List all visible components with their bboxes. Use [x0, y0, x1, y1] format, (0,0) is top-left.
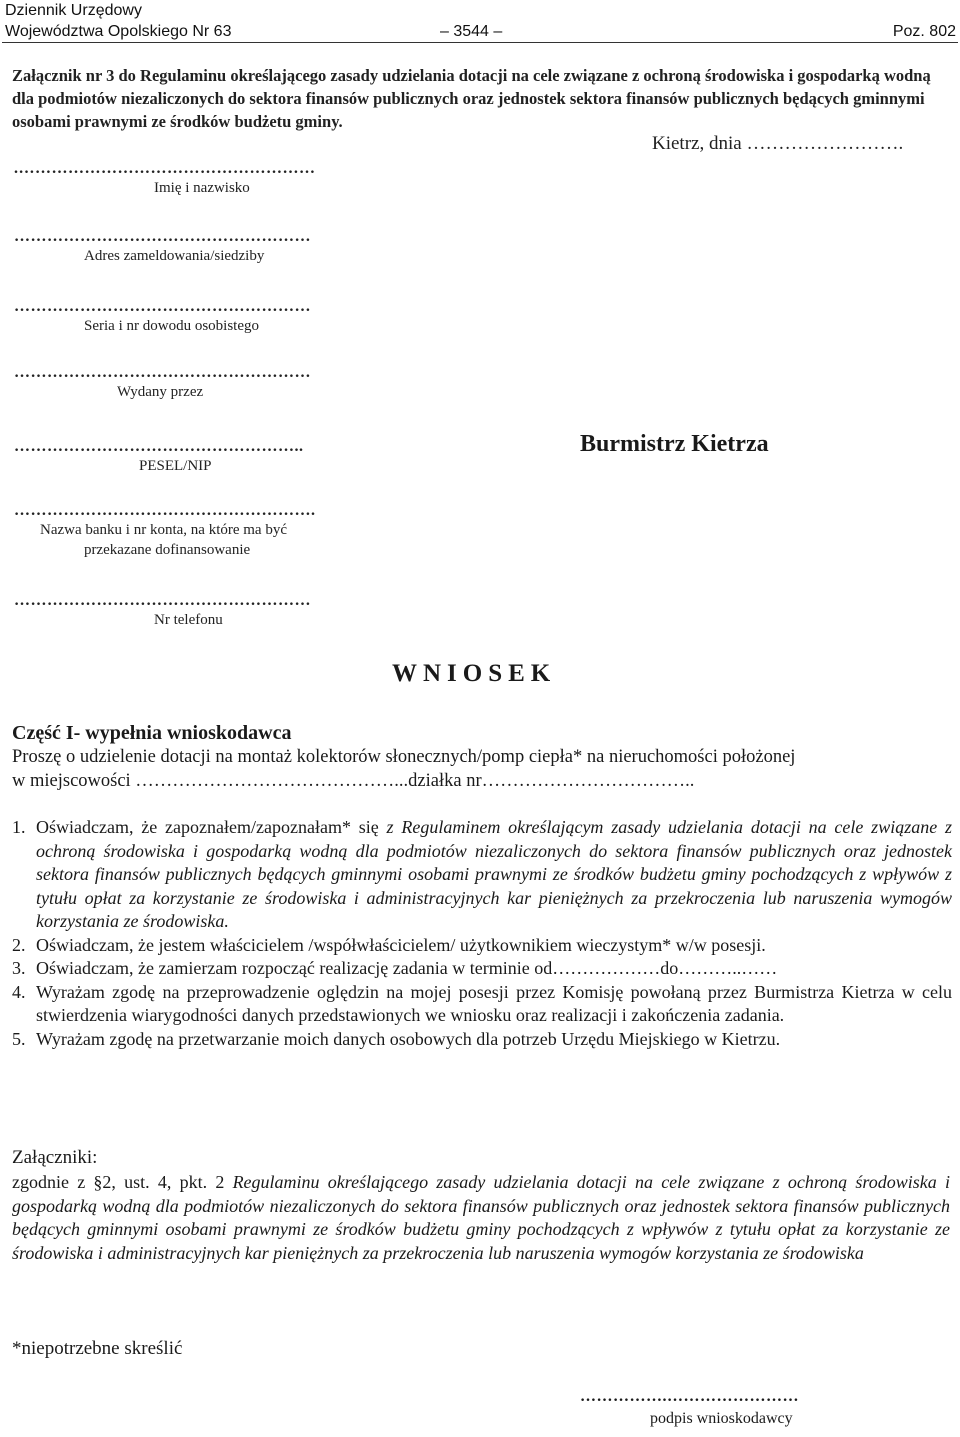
field-bank-label: Nazwa banku i nr konta, na które ma być — [40, 522, 287, 538]
declaration-item — [12, 981, 952, 1028]
declaration-number: 4. — [12, 981, 26, 1002]
request-line1: Proszę o udzielenie dotacji na montaż kolektorów słonecznych/pomp ciepła* na nieruchomości położonej — [12, 747, 796, 767]
journal-title — [5, 0, 231, 42]
field-id-card-line: ……………………………………………… — [14, 298, 311, 315]
declaration-text: Wyrażam zgodę na przeprowadzenie oględzin na mojej posesji przez Komisję powołaną przez Burmistrza Kietrza w celu stwierdzenia wiarygodności danych przedstawionych we wniosku oraz realizacji i zakończenia zadania. — [36, 981, 952, 1025]
field-bank-line: ………………………………………………. — [14, 502, 316, 519]
declaration-number: 2. — [12, 934, 26, 955]
attachments-plain: zgodnie z §2, ust. 4, pkt. 2 — [12, 1172, 233, 1192]
declaration-item — [12, 957, 952, 981]
field-phone — [14, 592, 311, 630]
declaration-item — [12, 934, 952, 958]
signature-line: …………….…………………… — [580, 1388, 799, 1405]
declaration-item — [12, 816, 952, 934]
place-date-dots: ……………………. — [746, 133, 904, 154]
declaration-text: Wyrażam zgodę na przetwarzanie moich danych osobowych dla potrzeb Urzędu Miejskiego w Kietrzu. — [36, 1028, 781, 1049]
field-pesel-label: PESEL/NIP — [139, 458, 212, 474]
field-pesel — [14, 438, 304, 476]
declaration-item — [12, 1028, 952, 1052]
annex-heading — [12, 64, 947, 133]
place-date-label: Kietrz, dnia — [652, 133, 742, 154]
field-bank-label2: przekazane dofinansowanie — [84, 542, 251, 558]
field-phone-label: Nr telefonu — [154, 612, 223, 628]
declaration-number: 5. — [12, 1028, 26, 1049]
header-divider — [2, 42, 958, 43]
declaration-text: Oświadczam, że zapoznałem/zapoznałam* się — [36, 817, 387, 837]
journal-title-line1: Dziennik Urzędowy — [5, 2, 142, 19]
declarations-list — [12, 816, 952, 1051]
field-bank — [14, 502, 316, 560]
field-name-line: .……………………………………………… — [14, 160, 316, 177]
declaration-number: 3. — [12, 958, 26, 978]
field-id-card-label: Seria i nr dowodu osobistego — [84, 318, 259, 334]
field-address-label: Adres zameldowania/siedziby — [84, 248, 265, 264]
recipient: Burmistrz Kietrza — [580, 431, 769, 457]
position-number: Poz. 802 — [892, 23, 956, 40]
declaration-text: Oświadczam, że zamierzam rozpocząć realizację zadania w terminie od………………do………..…… — [36, 958, 778, 978]
field-issued-by — [14, 364, 311, 402]
page-number: – 3544 – — [440, 23, 503, 40]
field-id-card — [14, 298, 311, 336]
signature-label: podpis wnioskodawcy — [650, 1410, 793, 1427]
annex-lead: Załącznik nr 3 do Regulaminu — [12, 66, 227, 85]
declaration-text-italic: z Regulaminem określającym zasady udzielania dotacji na cele związane z ochroną środowiska i gospodarką wodną dla podmiotów niezaliczonych do sektora finansów publicznych oraz jednostek sektora finansów publicznych będących gminnymi osobami prawnymi ze środków budżetu gminy pochodzących z wpływów z tytułu opłat za korzystanie ze środowiska i administracyjnych kar pieniężnych za przekroczenia lub naruszenia wymogów korzystania ze środowiska. — [36, 817, 952, 931]
field-name — [14, 160, 316, 198]
attachments-italic: Regulaminu określającego zasady udzielania dotacji na cele związane z ochroną środowiska i gospodarką wodną dla podmiotów niezaliczonych do sektora finansów publicznych oraz jednostek sektora finansów publicznych będących gminnymi osobami prawnymi ze środków budżetu gminy pochodzących z wpływów z tytułu opłat za korzystanie ze środowiska i administracyjnych kar pieniężnych za przekroczenia lub naruszenia wymogów korzystania ze środowiska — [12, 1172, 950, 1263]
field-address — [14, 228, 311, 266]
request-line2: w miejscowości ……………………………………...działka nr…………………………….. — [12, 771, 695, 791]
attachments-text — [12, 1171, 950, 1265]
place-date — [652, 133, 903, 155]
annex-text: określającego zasady udzielania dotacji na cele związane z ochroną środowiska i gospodarką wodną dla podmiotów niezaliczonych do sektora finansów publicznych oraz jednostek sektora finansów publicznych będących gminnymi osobami prawnymi ze środków budżetu gminy. — [12, 66, 931, 131]
request-paragraph — [12, 745, 952, 793]
journal-title-line2: Województwa Opolskiego Nr 63 — [5, 23, 232, 40]
field-name-label: Imię i nazwisko — [154, 180, 250, 196]
field-phone-line: ……………………………………………… — [14, 592, 311, 609]
footnote: *niepotrzebne skreślić — [12, 1338, 183, 1359]
declaration-text: Oświadczam, że jestem właścicielem /współwłaścicielem/ użytkownikiem wieczystym* w/w posesji. — [36, 934, 766, 955]
field-address-line: ……………………………………………… — [14, 228, 311, 245]
field-pesel-line: …………………………………………….. — [14, 438, 304, 455]
document-title: WNIOSEK — [392, 660, 557, 687]
part1-heading: Część I- wypełnia wnioskodawca — [12, 722, 292, 744]
field-issued-by-line: ……………………………………………… — [14, 364, 311, 381]
declaration-number: 1. — [12, 817, 26, 837]
field-issued-by-label: Wydany przez — [117, 384, 204, 400]
attachments-heading: Załączniki: — [12, 1147, 98, 1168]
